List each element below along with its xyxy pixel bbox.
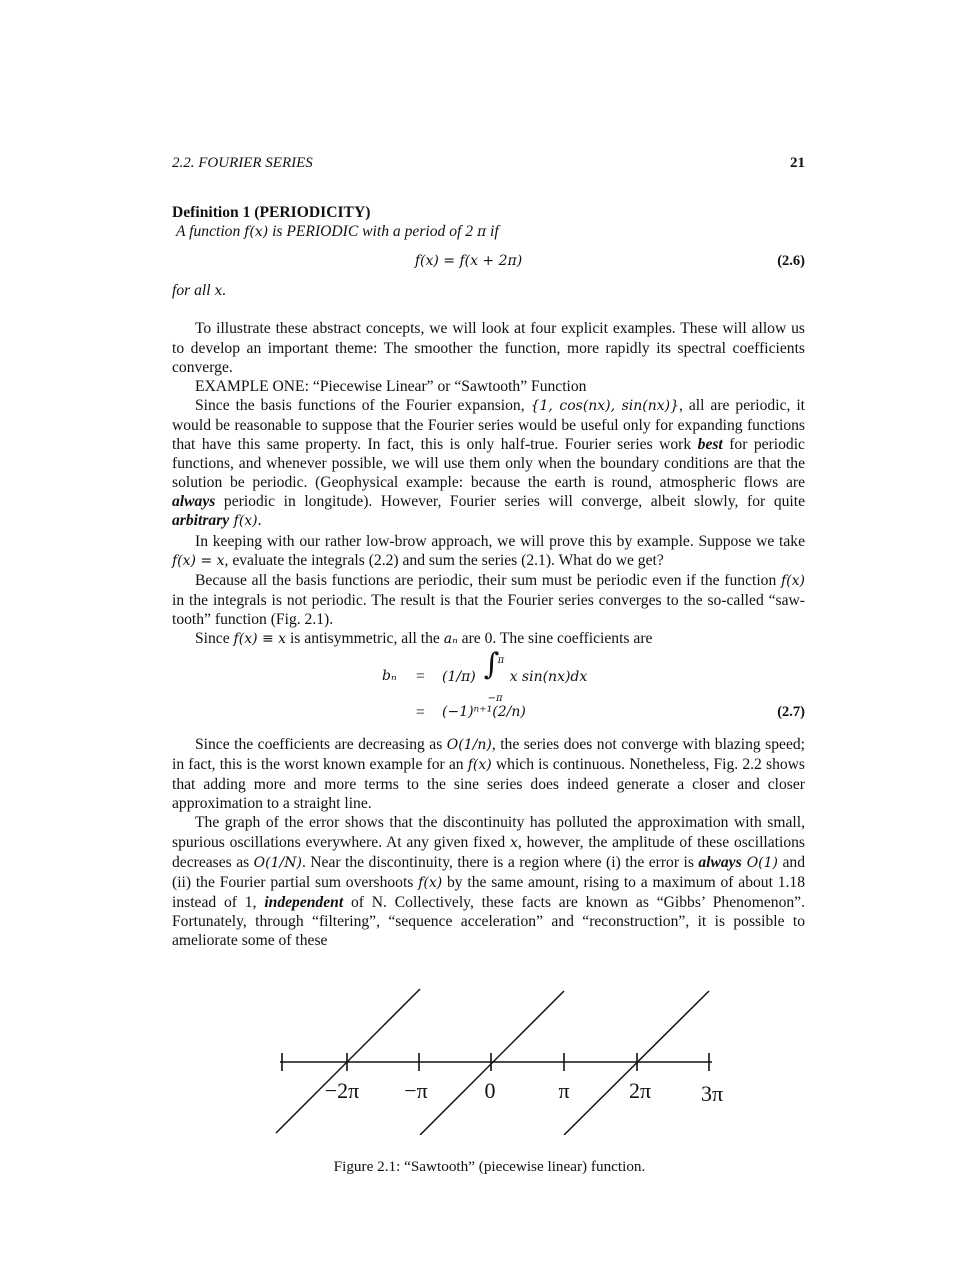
definition-statement: A function f(x) is PERIODIC with a period of 2 π if [176, 223, 499, 241]
definition-condition: for all x. [172, 282, 227, 300]
equation-2-7 [172, 647, 805, 727]
tick-label-minus-2pi: −2π [324, 1078, 360, 1103]
equation-number: (2.6) [777, 253, 805, 270]
sawtooth-plot [270, 985, 730, 1135]
periodicity-equation: f(x) = f(x + 2π) [414, 253, 523, 270]
tick-label-minus-pi: −π [404, 1078, 428, 1103]
running-header [172, 154, 805, 173]
paragraph-example: In keeping with our rather low-brow approach, we will prove this by example. Suppose we take f(x) = x, evaluate the integrals (2.2) and sum the series (2.1). What do we get? [172, 532, 805, 569]
sawtooth-segment-1 [276, 989, 420, 1133]
paragraph-gibbs: The graph of the error shows that the discontinuity has polluted the approximation with small, spurious oscillations everywhere. At any given fixed x, however, the amplitude of these oscillations decreases as O(1/N). Near the discontinuity, there is a region where (i) the error is always O(1) and (ii) the Fourier partial sum overshoots f(x) by the same amount, rising to a maximum of about 1.18 instead of 1, independent of N. Collectively, these facts are known as “Gibbs’ Phenomenon”. Fortunately, through “filtering”, “sequence acceleration” and “reconstruction”, it is possible to ameliorate some of these [172, 814, 806, 949]
sawtooth-figure [270, 985, 730, 1135]
page-body [172, 150, 805, 950]
eq-lhs: bₙ [382, 668, 397, 685]
integral-sign: ∫ π −π [483, 647, 505, 705]
eq-equals-2: = [416, 704, 425, 722]
equation-2-6 [172, 252, 805, 271]
tick-label-2pi: 2π [628, 1078, 652, 1103]
page-number: 21 [790, 155, 805, 171]
sawtooth-segment-2 [420, 991, 564, 1135]
sawtooth-segment-3 [564, 991, 709, 1135]
paragraph-periodic: Because all the basis functions are periodic, their sum must be periodic even if the function f(x) in the integrals is not periodic. The result is that the Fourier series converges to the so-called “saw-tooth” function (Fig. 2.1). [172, 571, 805, 628]
paragraph-basis: Since the basis functions of the Fourier expansion, {1, cos(nx), sin(nx)}, all are periodic, it would be reasonable to suppose that the Fourier series would be useful only for expanding functions that have this same property. In fact, this is only half-true. Fourier series work best for periodic functions, and whenever possible, we will use them only when the boundary conditions are that the solution be periodic. (Geophysical example: because the earth is round, atmospheric flows are always periodic in longitude). However, Fourier series will converge, albeit slowly, for quite arbitrary f(x). [172, 396, 806, 530]
paragraph-convergence: Since the coefficients are decreasing as O(1/n), the series does not converge with blazing speed; in fact, this is the worst known example for an f(x) which is continuous. Nonetheless, Fig. 2.2 shows that adding more and more terms to the sine series does indeed generate a closer and closer approximation to a straight line. [172, 736, 805, 813]
tick-label-3pi: 3π [700, 1081, 724, 1106]
eq-result: (−1)ⁿ⁺¹(2/n) [442, 704, 526, 721]
tick-labels [325, 1078, 723, 1106]
definition-title: Definition 1 (PERIODICITY) [172, 204, 371, 222]
equation-number-2-7: (2.7) [777, 704, 805, 721]
eq-equals-1: = [416, 668, 425, 686]
tick-label-pi: π [558, 1078, 570, 1103]
example-heading: EXAMPLE ONE: “Piecewise Linear” or “Sawtooth” Function [195, 377, 587, 395]
section-title: 2.2. FOURIER SERIES [172, 155, 313, 171]
eq-integral-line: (1/π) ∫ π −π x sin(nx)dx [442, 647, 588, 705]
paragraph-intro: To illustrate these abstract concepts, we will look at four explicit examples. These will allow us to develop an important theme: The smoother the function, more rapidly its spectral coefficients converge. [172, 320, 805, 376]
figure-caption: Figure 2.1: “Sawtooth” (piecewise linear) function. [333, 1158, 646, 1175]
paragraph-antisymmetric: Since f(x) ≡ x is antisymmetric, all the aₙ are 0. The sine coefficients are [195, 629, 653, 647]
tick-label-zero: 0 [484, 1078, 496, 1103]
